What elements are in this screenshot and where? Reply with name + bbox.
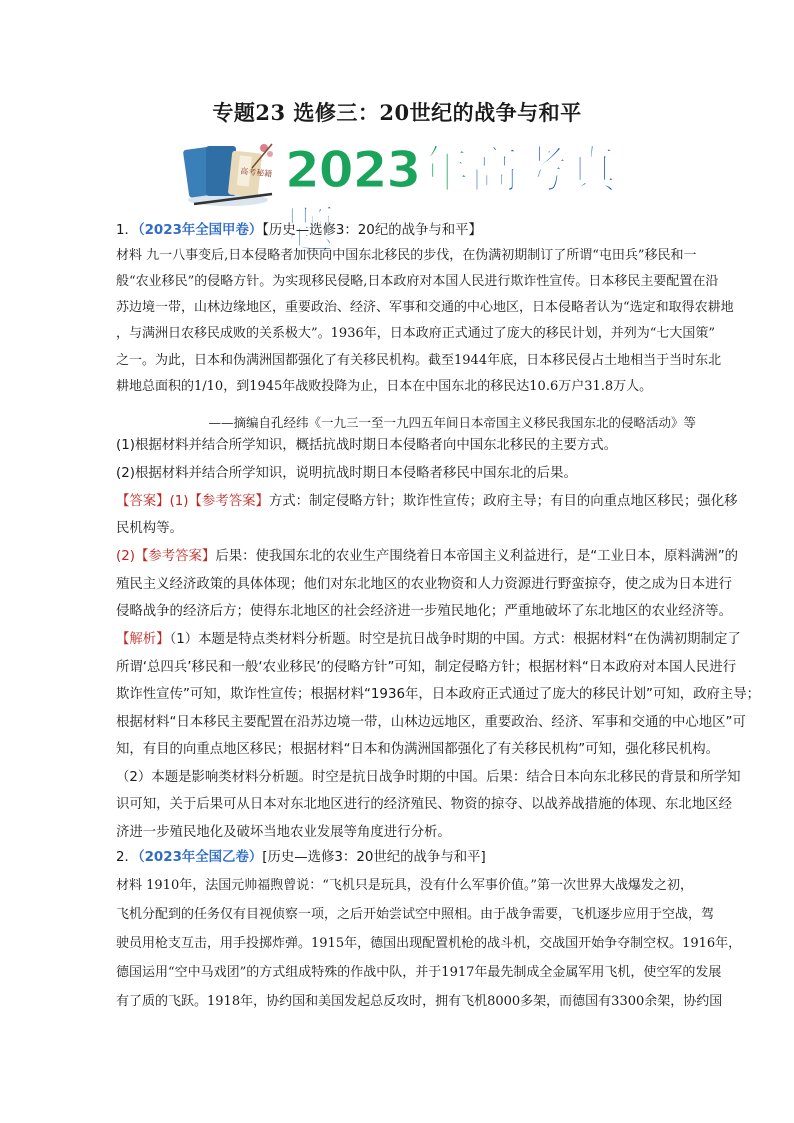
book-label: 高考秘籍 xyxy=(239,166,273,179)
q1-answer-2 xyxy=(116,548,738,566)
book-illustration-icon xyxy=(180,138,280,208)
q1-number: 1． xyxy=(116,223,138,238)
q1-citation: ——摘编自孔经纬《一九三一至一九四五年间日本帝国主义移民我国东北的侵略活动》等 xyxy=(208,415,696,430)
banner-heading xyxy=(285,140,620,260)
q1-analysis-line: 根据材料“日本移民主要配置在沿苏边境一带，山林边远地区，重要政治、经济、军事和交通的中心地区”可 xyxy=(116,715,746,730)
q1-material-line: 般“农业移民”的侵略方针。为实现移民侵略,日本政府对本国人民进行欺诈性宣传。日本移民主要配置在沿 xyxy=(116,274,719,289)
q2-source: （2023年全国乙卷） xyxy=(137,850,263,865)
q1-answer-1-cont: 民机构等。 xyxy=(116,521,183,536)
q1-material-line: ，与满洲日农移民成败的关系极大”。1936年，日本政府正式通过了庞大的移民计划，并列为“七大国策” xyxy=(116,326,716,341)
q1-question-2: (2)根据材料并结合所学知识，说明抗战时期日本侵略者移民中国东北的后果。 xyxy=(116,466,577,481)
q1-analysis-line: 济进一步殖民地化及破坏当地农业发展等角度进行分析。 xyxy=(116,825,451,840)
q1-analysis xyxy=(116,631,741,649)
q1-material-line: 耕地总面积的1/10，到1945年战败投降为止，日本在中国东北的移民达10.6万户31.8万人。 xyxy=(116,379,653,394)
q1-question-1: (1)根据材料并结合所学知识，概括抗战时期日本侵略者向中国东北移民的主要方式。 xyxy=(116,438,618,453)
q2-material-line: 德国运用“空中马戏团”的方式组成特殊的作战中队，并于1917年最先制成全金属军用飞机，使空军的发展 xyxy=(116,965,722,980)
answer2-text: 后果：使我国东北的农业生产围绕着日本帝国主义利益进行，是“工业日本，原料满洲”的 xyxy=(215,549,739,564)
q1-answer-2-cont: 侵略战争的经济后方；使得东北地区的社会经济进一步殖民地化；严重地破坏了东北地区的农业经济等。 xyxy=(116,604,732,619)
page-title: 专题23 选修三：20世纪的战争与和平 xyxy=(212,100,582,125)
q2-number: 2． xyxy=(116,850,138,865)
answer1-text: 方式：制定侵略方针；欺诈性宣传；政府主导；有目的向重点地区移民；强化移 xyxy=(268,494,738,509)
q1-analysis-line: 所谓‘总四兵’移民和一般‘农业移民’的侵略方针”可知，制定侵略方针；根据材料“日本政府对本国人民进行 xyxy=(116,660,737,675)
q1-analysis-line: 欺诈性宣传”可知，欺诈性宣传；根据材料“1936年，日本政府正式通过了庞大的移民计划”可知，政府主导； xyxy=(116,687,761,702)
q2-tag: [历史—选修3：20世纪的战争与和平] xyxy=(262,850,486,865)
q2-heading xyxy=(116,849,486,867)
q1-material-line: 苏边境一带，山林边缘地区，重要政治、经济、军事和交通的中心地区，日本侵略者认为“选定和取得农耕地 xyxy=(116,300,734,315)
answer-label: 【答案】 xyxy=(116,494,170,509)
q1-analysis-line: （2）本题是影响类材料分析题。时空是抗日战争时期的中国。后果：结合日本向东北移民的背景和所学知 xyxy=(116,770,741,785)
q2-material-line: 驶员用枪支互击，用手投掷炸弹。1915年，德国出现配置机枪的战斗机，交战国开始争夺制空权。1916年， xyxy=(116,936,742,951)
answer1-prefix: (1)【参考答案】 xyxy=(169,494,269,509)
q1-material-line: 材料 九一八事变后,日本侵略者加快向中国东北移民的步伐，在伪满初期制订了所谓“屯田兵”移民和一 xyxy=(116,248,697,263)
q1-tag: 【历史—选修3：20纪的战争与和平】 xyxy=(262,223,482,238)
q1-answer-1 xyxy=(116,493,738,511)
q1-heading xyxy=(116,222,482,240)
q2-material-line: 材料 1910年，法国元帅福煦曾说：“飞机只是玩具，没有什么军事价值。”第一次世界大战爆发之初， xyxy=(116,878,694,893)
analysis-label: 【解析】 xyxy=(116,632,170,647)
analysis-text: （1）本题是特点类材料分析题。时空是抗日战争时期的中国。方式：根据材料“在伪满初期制定了 xyxy=(169,632,741,647)
q1-answer-2-cont: 殖民主义经济政策的具体体现；他们对东北地区的农业物资和人力资源进行野蛮掠夺，使之成为日本进行 xyxy=(116,577,732,592)
q2-material-line: 有了质的飞跃。1918年，协约国和美国发起总反攻时，拥有飞机8000多架，而德国有3300余架，协约国 xyxy=(116,994,723,1009)
q1-analysis-line: 知，有目的向重点地区移民；根据材料“日本和伪满洲国都强化了有关移民机构”可知，强化移民机构。 xyxy=(116,742,720,757)
q1-source: （2023年全国甲卷） xyxy=(137,223,263,238)
q1-material-line: 之一。为此，日本和伪满洲国都强化了有关移民机构。截至1944年底，日本移民侵占土地相当于当时东北 xyxy=(116,353,722,368)
q2-material-line: 飞机分配到的任务仅有目视侦察一项，之后开始尝试空中照相。由于战争需要，飞机逐步应用于空战，驾 xyxy=(116,907,715,922)
banner-label: 高考真题 xyxy=(285,141,617,259)
banner-year: 2023年 xyxy=(285,141,470,199)
q1-analysis-line: 识可知，关于后果可从日本对东北地区进行的经济殖民、物资的掠夺、以战养战措施的体现、东北地区经 xyxy=(116,797,732,812)
answer2-prefix: (2)【参考答案】 xyxy=(116,549,216,564)
